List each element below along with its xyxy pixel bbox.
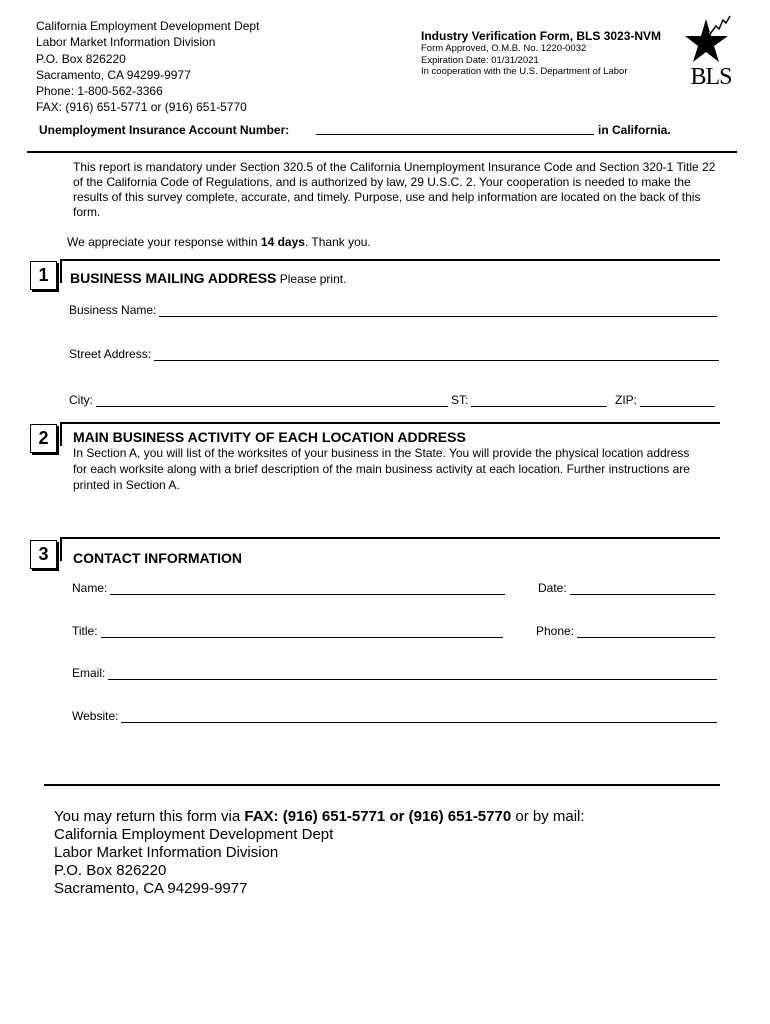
return-instructions [54,808,585,898]
intro-text: This report is mandatory under Section 320.5 of the California Unemployment Insurance Code and Section 320-1 Title 22 of the California Code of Regulations, and is authorized by law, 29 U.S.C. 2. Your cooperation is needed to make the results of this survey complete, accurate, and timely. Purpose, use and help information are located on the back of this form. [73,160,716,219]
contact-name-field[interactable] [72,581,505,595]
section3-number: 3 [30,540,57,569]
state-label: ST: [451,393,469,407]
return-city: Sacramento, CA 94299-9977 [54,880,248,897]
zip-line[interactable] [640,395,715,407]
thanks-pre: We appreciate your response within [67,235,261,249]
phone-label: Phone: [536,624,575,638]
footer-divider [44,784,720,786]
account-label: Unemployment Insurance Account Number: [39,123,290,137]
phone-field[interactable] [536,624,715,638]
return-fax-numbers: FAX: (916) 651-5771 or (916) 651-5770 [244,808,512,825]
form-cooperation: In cooperation with the U.S. Department of Labor [421,66,628,77]
section2-number: 2 [30,424,57,453]
street-address-field[interactable] [69,347,719,361]
agency-city: Sacramento, CA 94299-9977 [36,68,191,82]
contact-title-line[interactable] [101,626,503,638]
business-name-field[interactable] [69,303,717,317]
account-number-field[interactable] [316,134,594,135]
header-divider [27,151,737,153]
business-name-label: Business Name: [69,303,157,317]
section1-note: Please print. [276,272,347,286]
date-label: Date: [538,581,567,595]
street-address-label: Street Address: [69,347,152,361]
date-field[interactable] [538,581,715,595]
thanks-text [67,235,371,249]
website-line[interactable] [121,711,717,723]
thanks-days: 14 days [260,235,305,249]
form-header [421,29,661,78]
return-pre: You may return this form via [54,808,245,825]
agency-phone: Phone: 1-800-562-3366 [36,84,163,98]
return-fax-line [54,808,585,826]
email-field[interactable] [72,666,717,680]
city-label: City: [69,393,93,407]
bls-logo-text: BLS [690,64,732,90]
form-expiration: Expiration Date: 01/31/2021 [421,54,539,66]
agency-division: Labor Market Information Division [36,35,216,49]
section2-text: In Section A, you will list of the worksites of your business in the State. You will provide the physical location address for each worksite along with a brief description of the main business activity at each location. Further instructions are printed in Section A. [73,446,690,492]
contact-title-label: Title: [72,624,98,638]
email-label: Email: [72,666,106,680]
street-address-line[interactable] [154,349,719,361]
agency-address [36,18,259,115]
contact-name-label: Name: [72,581,108,595]
agency-name: California Employment Development Dept [36,19,260,33]
agency-pobox: P.O. Box 826220 [36,52,126,66]
section3-title: CONTACT INFORMATION [73,550,243,566]
date-line[interactable] [570,583,715,595]
return-pobox: P.O. Box 826220 [54,862,167,879]
email-line[interactable] [108,668,717,680]
form-approved: Form Approved, O.M.B. No. 1220-0032 [421,43,587,54]
form-title: Industry Verification Form, BLS 3023-NVM [421,29,662,43]
return-post: or by mail: [511,808,585,825]
city-line[interactable] [96,395,448,407]
section1-title [70,270,346,286]
contact-title-field[interactable] [72,624,503,638]
zip-label: ZIP: [615,393,638,407]
section1-heading: BUSINESS MAILING ADDRESS [70,270,277,286]
state-field[interactable] [451,393,607,407]
star-icon [684,14,738,66]
return-division: Labor Market Information Division [54,844,279,861]
thanks-post: . Thank you. [304,235,371,249]
city-field[interactable] [69,393,448,407]
contact-name-line[interactable] [110,583,505,595]
phone-line[interactable] [577,626,715,638]
website-label: Website: [72,709,119,723]
business-name-line[interactable] [159,305,717,317]
state-line[interactable] [471,395,607,407]
return-agency: California Employment Development Dept [54,826,334,843]
bls-logo [684,14,738,90]
agency-fax: FAX: (916) 651-5771 or (916) 651-5770 [36,100,247,114]
section1-number: 1 [30,261,57,290]
website-field[interactable] [72,709,717,723]
account-suffix: in California. [598,123,671,137]
zip-field[interactable] [615,393,715,407]
section2-title: MAIN BUSINESS ACTIVITY OF EACH LOCATION ADDRESS [73,429,466,445]
